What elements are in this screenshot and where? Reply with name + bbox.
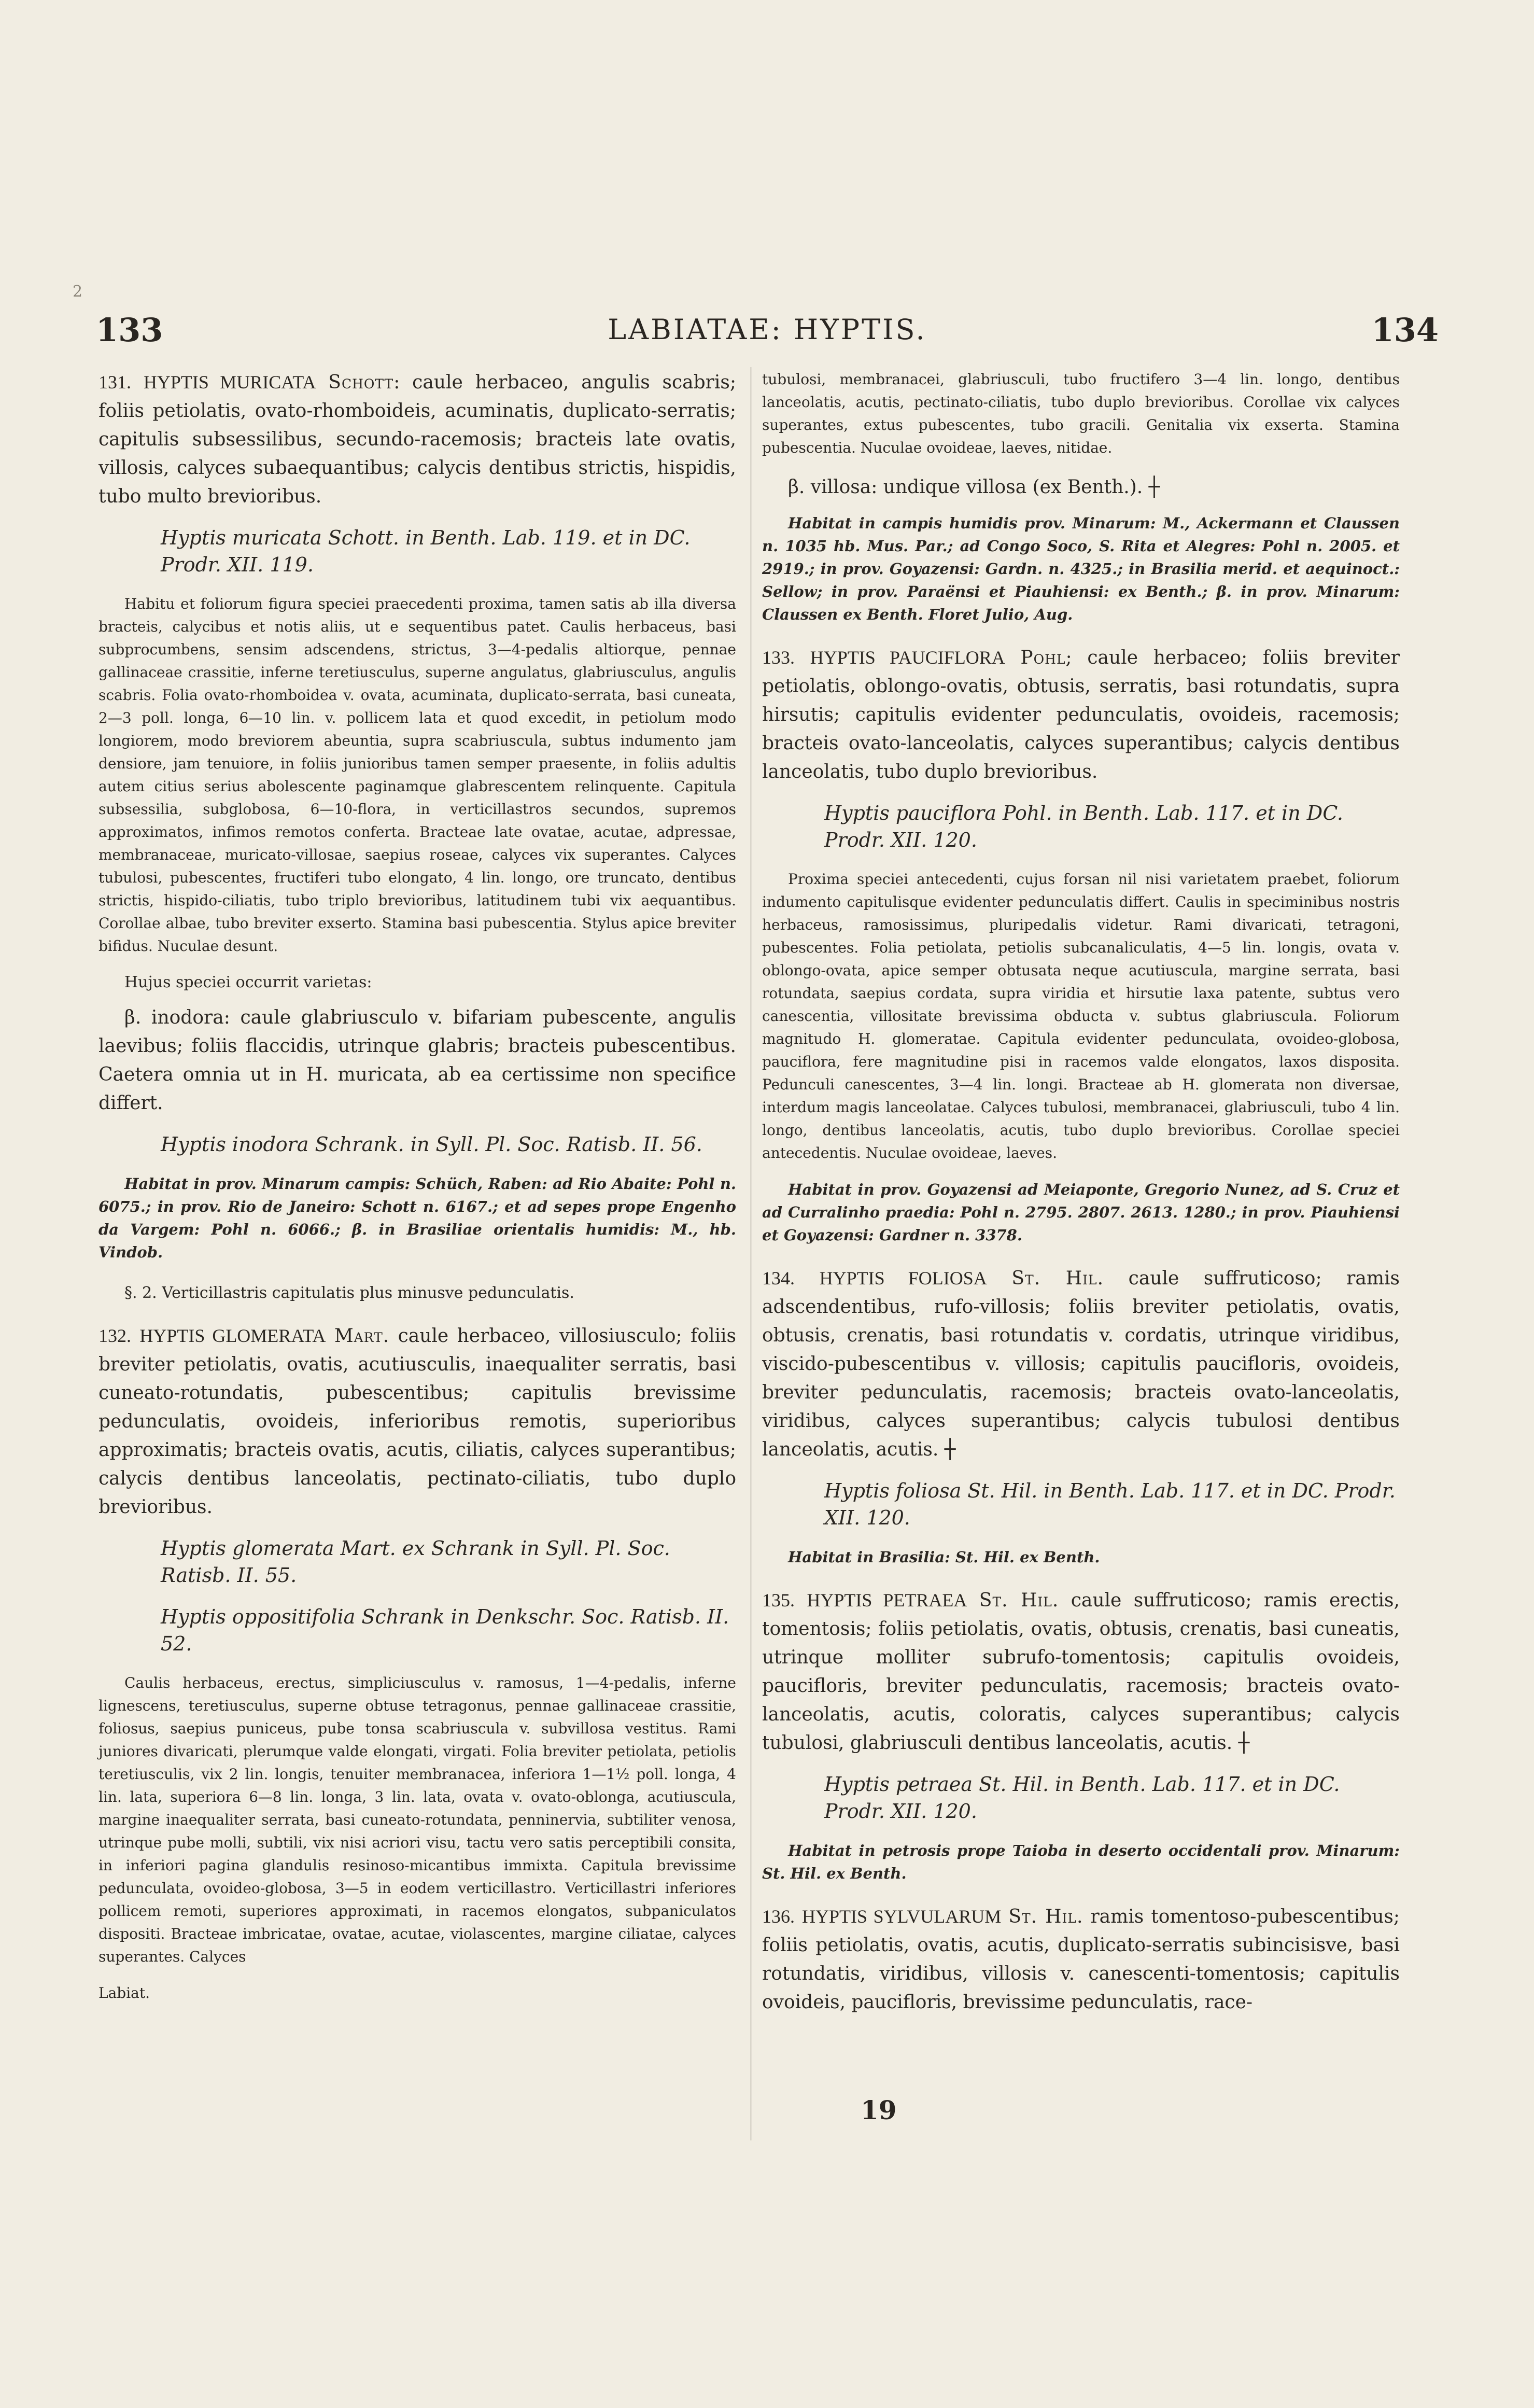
variety-villosa: β. villosa: undique villosa (ex Benth.). ┼ (788, 477, 1160, 498)
species-author: St. Hil. (1011, 1268, 1104, 1289)
species-name: HYPTIS GLOMERATA (139, 1325, 326, 1346)
running-title: LABIATAE: HYPTIS. (608, 313, 927, 346)
species-name: HYPTIS FOLIOSA (819, 1268, 987, 1289)
species-name: HYPTIS PETRAEA (807, 1590, 967, 1611)
running-header (96, 311, 1439, 353)
species-number: 132. (98, 1325, 131, 1346)
species-133-habitat: Habitat in prov. Goyazensi ad Meiaponte, Gregorio Nunez, ad S. Cruz et ad Curralinho praedia: Pohl n. 2795. 2807. 2613. 1280.; in prov. Piauhiensi et Goyazensi: Gardner n. 3378. (762, 1181, 1400, 1244)
species-133-reference: Hyptis pauciflora Pohl. in Benth. Lab. 117. et in DC. Prodr. XII. 120. (824, 802, 1344, 851)
species-135-reference: Hyptis petraea St. Hil. in Benth. Lab. 117. et in DC. Prodr. XII. 120. (824, 1773, 1340, 1823)
species-134-reference: Hyptis foliosa St. Hil. in Benth. Lab. 117. et in DC. Prodr. XII. 120. (824, 1479, 1396, 1529)
species-132-description-cont: tubulosi, membranacei, glabriusculi, tubo fructifero 3—4 lin. longo, dentibus lanceolatis, acutis, pectinato-ciliatis, tubo duplo brevioribus. Corollae vix calyces superantes, extus pubescentes, tubo gracili. Genitalia vix exserta. Stamina pubescentia. Nuculae ovoideae, laeves, nitidae. (762, 371, 1400, 456)
right-column (762, 368, 1400, 2028)
left-column (98, 368, 736, 2018)
species-number: 133. (762, 647, 795, 668)
variety-reference: Hyptis inodora Schrank. in Syll. Pl. Soc. Ratisb. II. 56. (161, 1133, 702, 1156)
species-132-description: Caulis herbaceus, erectus, simpliciusculus v. ramosus, 1—4-pedalis, inferne lignescens, teretiusculus, superne obtuse tetragonus, pennae gallinaceae crassitie, foliosus, saepius puniceus, pube tonsa scabriuscula v. subvillosa vestitus. Rami juniores divaricati, plerumque valde elongati, virgati. Folia breviter petiolata, petiolis teretiusculis, vix 2 lin. longis, tenuiter membranacea, inferiora 1—1½ poll. longa, 4 lin. lata, superiora 6—8 lin. longa, 3 lin. lata, ovata v. ovato-oblonga, acutiuscula, margine inaequaliter serrata, basi cuneato-rotundata, penninervia, subtiliter venosa, utrinque pube molli, subtili, vix nisi acriori visu, tactu vero satis perceptibili consita, in inferiori pagina glandulis resinoso-micantibus immixta. Capitula brevissime pedunculata, ovoideo-globosa, 3—5 in eodem verticillastro. Verticillastri inferiores pollicem remoti, superiores approximati, in racemos elongatos, subpaniculatos dispositi. Bracteae imbricatae, ovatae, acutae, violascentes, margine ciliatae, calyces superantes. Calyces (98, 1674, 736, 1965)
species-131-reference: Hyptis muricata Schott. in Benth. Lab. 119. et in DC. Prodr. XII. 119. (161, 526, 691, 576)
variety-intro: Hujus speciei occurrit varietas: (124, 973, 372, 991)
species-136-diagnosis (762, 1902, 1400, 2017)
species-132-reference-1: Hyptis glomerata Mart. ex Schrank in Syll. Pl. Soc. Ratisb. II. 55. (161, 1537, 670, 1587)
species-number: 131. (98, 372, 131, 393)
species-author: St. Hil. (1008, 1906, 1083, 1927)
diagnosis-text: caule suffruticoso; ramis erectis, tomentosis; foliis petiolatis, ovatis, obtusis, crenatis, basi cuneatis, utrinque molliter subrufo-tomentosis; capitulis ovoideis, paucifloris, breviter pedunculatis, racemosis; bracteis ovato-lanceolatis, acutis, coloratis, calyces superantibus; calycis tubulosi, glabriusculi dentibus lanceolatis, acutis. ┼ (762, 1590, 1400, 1754)
section-heading: §. 2. Verticillastris capitulatis plus minusve pedunculatis. (124, 1284, 574, 1302)
species-author: Schott (328, 372, 394, 393)
species-131-habitat: Habitat in prov. Minarum campis: Schüch, Raben: ad Rio Abaite: Pohl n. 6075.; in prov. Rio de Janeiro: Schott n. 6167.; et ad sepes prope Engenho da Vargem: Pohl n. 6066.; β. in Brasiliae orientalis humidis: M., hb. Vindob. (98, 1175, 736, 1261)
species-number: 135. (762, 1590, 795, 1611)
species-author: Mart. (334, 1325, 390, 1347)
species-134-habitat: Habitat in Brasilia: St. Hil. ex Benth. (788, 1548, 1100, 1566)
diagnosis-text: ; caule herbaceo; foliis breviter petiolatis, oblongo-ovatis, obtusis, serratis, basi rotundatis, supra hirsutis; capitulis evidenter pedunculatis, ovoideis, racemosis; bracteis ovato-lanceolatis, calyces superantibus; calycis dentibus lanceolatis, tubo duplo brevioribus. (762, 647, 1400, 782)
left-page-number: 133 (96, 311, 163, 349)
diagnosis-text: : caule herbaceo, angulis scabris; foliis petiolatis, ovato-rhomboideis, acuminatis, duplicato-serratis; capitulis subsessilibus, secundo-racemosis; bracteis late ovatis, villosis, calyces subaequantibus; calycis dentibus strictis, hispidis, tubo multo brevioribus. (98, 372, 736, 507)
catchword: Labiat. (98, 1984, 150, 2001)
species-name: HYPTIS PAUCIFLORA (810, 647, 1005, 668)
species-132-habitat: Habitat in campis humidis prov. Minarum: M., Ackermann et Claussen n. 1035 hb. Mus. Par.; ad Congo Soco, S. Rita et Alegres: Pohl n. 2005. et 2919.; in prov. Goyazensi: Gardn. n. 4325.; in Brasilia merid. et aequinoct.: Sellow; in prov. Paraënsi et Piauhiensi: ex Benth.; β. in prov. Minarum: Claussen ex Benth. Floret Julio, Aug. (762, 514, 1400, 623)
species-131-diagnosis (98, 368, 736, 511)
species-name: HYPTIS SYLVULARUM (802, 1906, 1002, 1927)
species-131-description: Habitu et foliorum figura speciei praecedenti proxima, tamen satis ab illa diversa bracteis, calycibus et notis aliis, ut e sequentibus patet. Caulis herbaceus, basi subprocumbens, sensim adscendens, strictus, 3—4-pedalis altiorque, pennae gallinaceae crassitie, inferne teretiusculus, superne angulatus, glabriusculus, angulis scabris. Folia ovato-rhomboidea v. ovata, acuminata, duplicato-serrata, basi cuneata, 2—3 poll. longa, 6—10 lin. v. pollicem lata et quod excedit, in petiolum modo longiorem, modo breviorem abeuntia, supra scabriuscula, subtus indumento jam densiore, jam tenuiore, in foliis junioribus tamen semper praesente, in foliis adultis autem citius serius abolescente paginamque glabrescentem relinquente. Capitula subsessilia, subglobosa, 6—10-flora, in verticillastros secundos, supremos approximatos, infimos remotos conferta. Bracteae late ovatae, acutae, adpressae, membranaceae, muricato-villosae, saepius roseae, calyces vix superantes. Calyces tubulosi, pubescentes, fructiferi tubo elongato, 4 lin. longo, ore truncato, dentibus strictis, hispido-ciliatis, tubo triplo brevioribus, latitudinem tubi vix aequantibus. Corollae albae, tubo breviter exserto. Stamina basi pubescentia. Stylus apice breviter bifidus. Nuculae desunt. (98, 595, 736, 955)
diagnosis-text: caule suffruticoso; ramis adscendentibus, rufo-villosis; foliis breviter petiolatis, ovatis, obtusis, crenatis, basi rotundatis v. cordatis, utrinque viridibus, viscido-pubescentibus v. villosis; capitulis paucifloris, ovoideis, breviter pedunculatis, racemosis; bracteis ovato-lanceolatis, viridibus, calyces superantibus; calycis tubulosi dentibus lanceolatis, acutis. ┼ (762, 1268, 1400, 1460)
right-page-number: 134 (1371, 311, 1439, 349)
species-133-description: Proxima speciei antecedenti, cujus forsan nil nisi varietatem praebet, foliorum indumento capitulisque evidenter pedunculatis differt. Caulis in speciminibus nostris herbaceus, ramosissimus, pluripedalis videtur. Rami divaricati, tetragoni, pubescentes. Folia petiolata, petiolis subcanaliculatis, 4—5 lin. longis, ovata v. oblongo-ovata, apice semper obtusata neque acutiuscula, margine serrata, basi rotundata, saepius cordata, supra viridia et hirsutie laxa patente, subtus vero canescentia, villositate brevissima obducta v. subtus glabriuscula. Foliorum magnitudo H. glomeratae. Capitula evidenter pedunculata, ovoideo-globosa, pauciflora, fere magnitudine pisi in racemos valde elongatos, laxos disposita. Pedunculi canescentes, 3—4 lin. longi. Bracteae ab H. glomerata non diversae, interdum magis lanceolatae. Calyces tubulosi, membranacei, glabriusculi, tubo 4 lin. longo, dentibus lanceolatis, acutis, tubo duplo brevioribus. Corollae speciei antecedentis. Nuculae ovoideae, laeves. (762, 871, 1400, 1161)
variety-inodora: β. inodora: caule glabriusculo v. bifariam pubescente, angulis laevibus; foliis flaccidis, utrinque glabris; bracteis pubescentibus. Caetera omnia ut in H. muricata, ab ea certissime non specifice differt. (98, 1007, 736, 1114)
species-name: HYPTIS MURICATA (143, 372, 316, 393)
species-number: 136. (762, 1906, 795, 1927)
species-author: Pohl (1020, 647, 1066, 668)
species-number: 134. (762, 1268, 795, 1289)
species-author: St. Hil. (979, 1590, 1059, 1611)
species-135-diagnosis (762, 1586, 1400, 1757)
species-133-diagnosis (762, 643, 1400, 786)
species-134-diagnosis (762, 1264, 1400, 1464)
diagnosis-text: ramis tomentoso-pubescentibus; foliis petiolatis, ovatis, acutis, duplicato-serratis subincisisve, basi rotundatis, viridibus, villosis v. canescenti-tomentosis; capitulis ovoideis, paucifloris, brevissime pedunculatis, race- (762, 1906, 1400, 2013)
page-mark: 2 (73, 283, 83, 301)
signature-number: 19 (861, 2095, 897, 2125)
species-132-diagnosis (98, 1322, 736, 1521)
diagnosis-text: caule herbaceo, villosiusculo; foliis breviter petiolatis, ovatis, acutiusculis, inaequaliter serratis, basi cuneato-rotundatis, pubescentibus; capitulis brevissime pedunculatis, ovoideis, inferioribus remotis, superioribus approximatis; bracteis ovatis, acutis, ciliatis, calyces superantibus; calycis dentibus lanceolatis, pectinato-ciliatis, tubo duplo brevioribus. (98, 1325, 736, 1518)
column-divider (751, 367, 752, 2140)
species-135-habitat: Habitat in petrosis prope Taioba in deserto occidentali prov. Minarum: St. Hil. ex Benth. (762, 1842, 1400, 1882)
species-132-reference-2: Hyptis oppositifolia Schrank in Denkschr. Soc. Ratisb. II. 52. (161, 1605, 729, 1655)
